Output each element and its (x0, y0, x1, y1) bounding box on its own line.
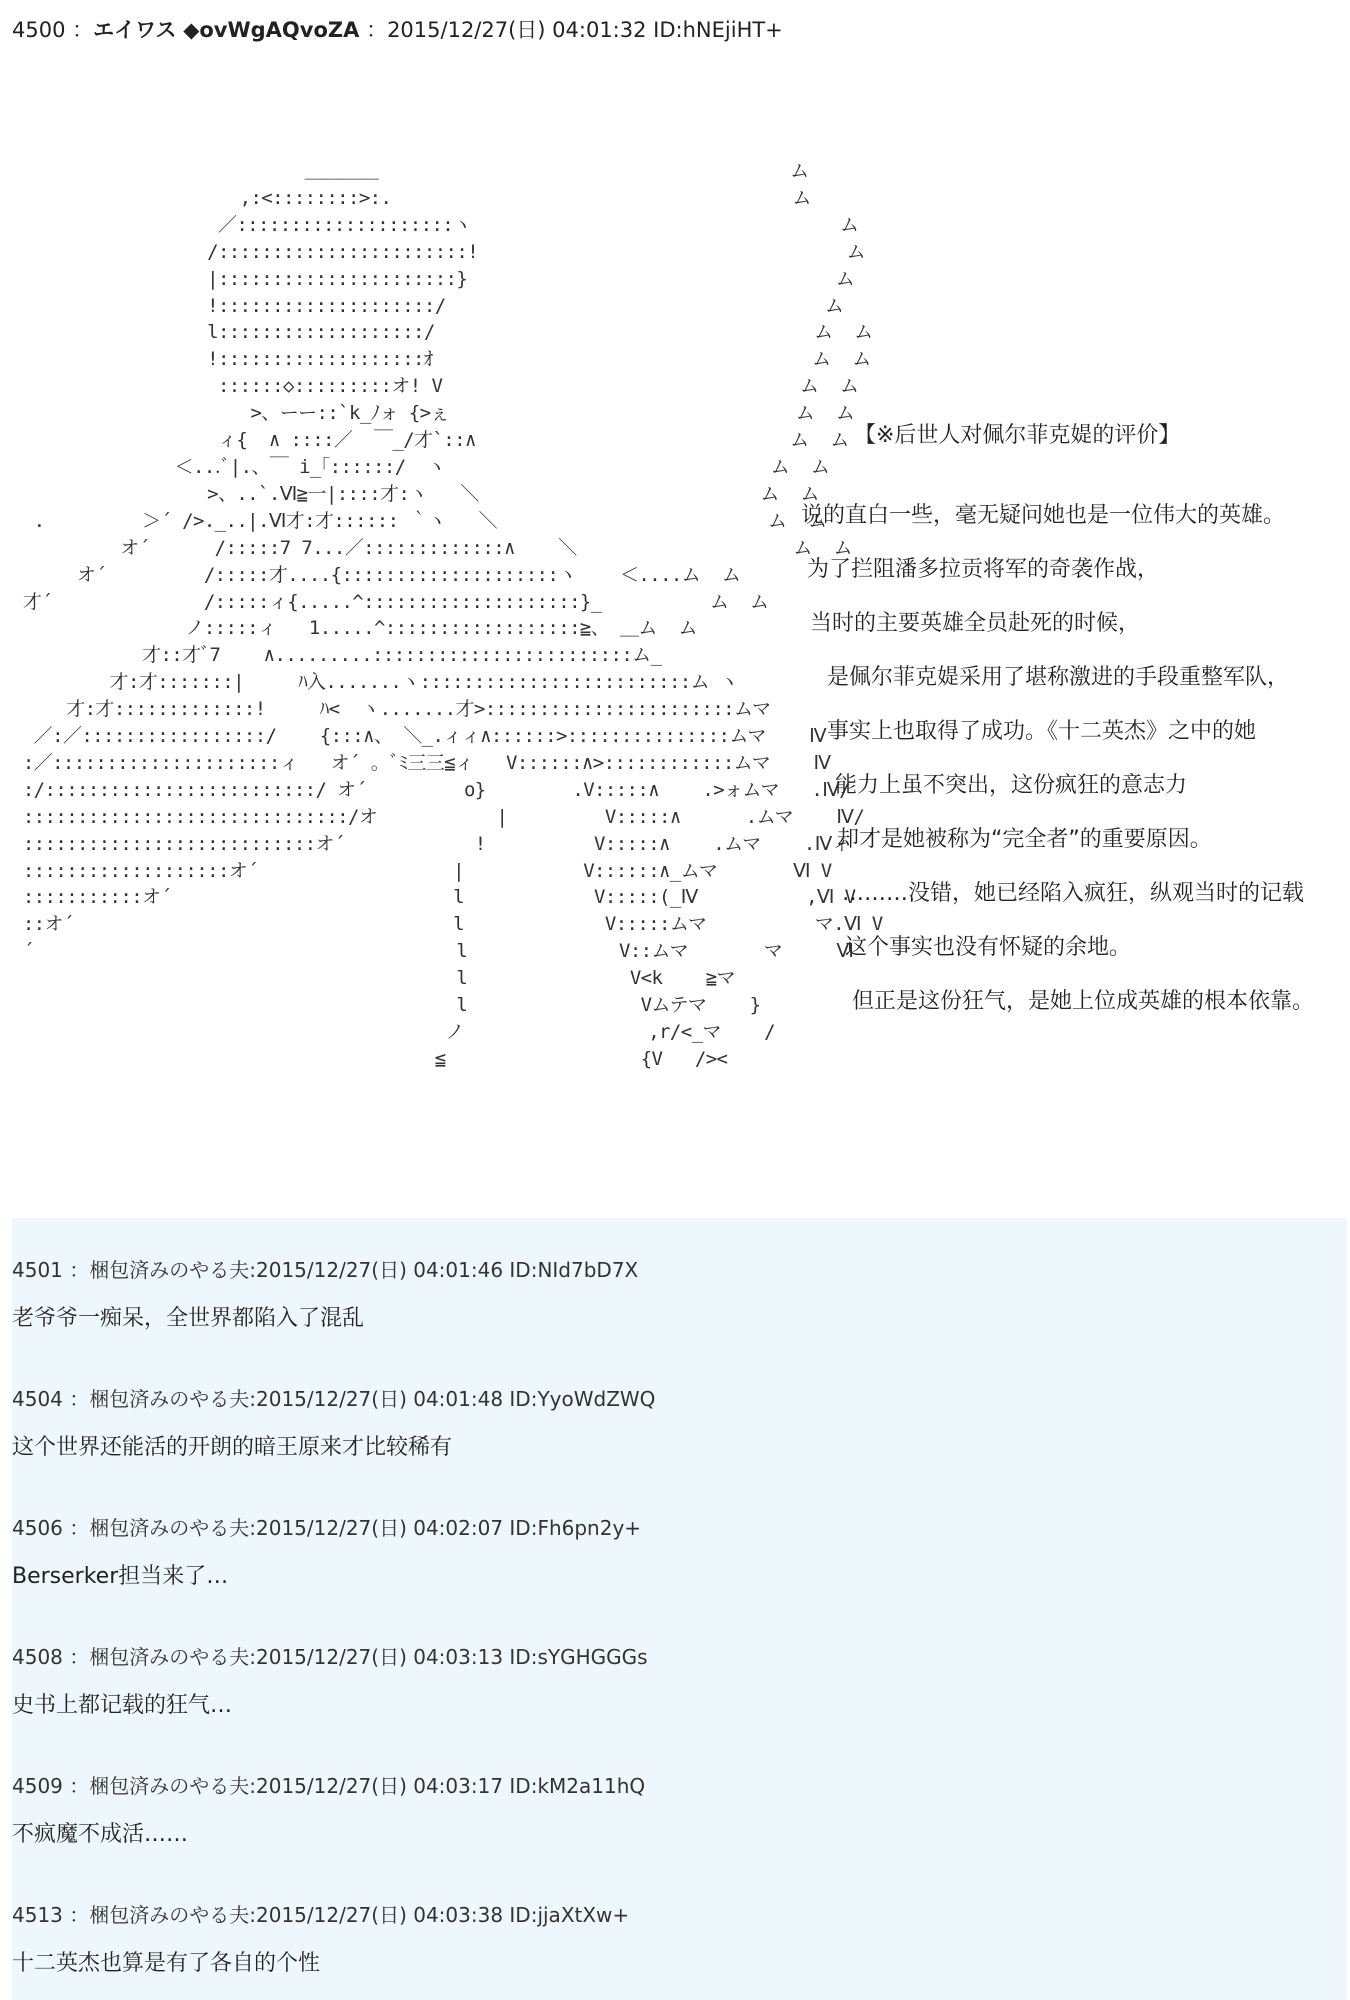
reply-text: 这个世界还能活的开朗的暗王原来才比较稀有 (12, 1435, 453, 1460)
narration-line: 能力上虽不突出，这份疯狂的意志力 (835, 773, 1188, 798)
reply-text: 十二英杰也算是有了各自的个性 (12, 1951, 321, 1976)
narration-line: 是佩尔菲克媞采用了堪称激进的手段重整军队， (827, 665, 1290, 690)
reply-text: 老爷爷一痴呆，全世界都陷入了混乱 (12, 1306, 365, 1331)
reply-text: 不疯魔不成活…… (12, 1822, 189, 1847)
reply-list (12, 1218, 1347, 2000)
reply-item (12, 1254, 1312, 1332)
ascii-art-area (12, 50, 1347, 1218)
reply-item (12, 1383, 1312, 1461)
post-date: 2015/12/27(日) 04:01:32 (387, 18, 647, 42)
reply-text: Berserker担当来了… (12, 1564, 229, 1589)
reply-item (12, 1512, 1312, 1590)
narration-line: 事实上也取得了成功。《十二英杰》之中的她 (827, 719, 1257, 744)
narration-line: 这个事实也没有怀疑的余地。 (845, 935, 1132, 960)
narration-line: 说的直白一些，毫无疑问她也是一位伟大的英雄。 (801, 503, 1286, 528)
ascii-art-figure: ＿＿＿＿ ム ,:<::::::::>:. ム ／::::::::::::::::::::ヽ ム /:::::::::::::::::::::::! ム |::::::::::::::::::::::} ム !::::::::::::::::::::/ ム l:::::::::::::::::::/ ム ム !:::::::::::::::::::ｵ ム ム ::::::◇:::::::::オ! V ム ム >、ーー::`k_ﾉォ {>ぇ ム ム ィ{ ∧ ::::／ ￣_/才`::∧ ム ム ＜...ﾞ|.、￣ i_｢::::::/ ヽ ム ム >、..`.Ⅵ≧一|::::才:ヽ ＼ ム ム . ＞´ />._..|.Ⅵ才:才:::::: ｀ヽ ＼ ム ム オ´ /:::::7 7...／:::::::::::::∧ ＼ ム ム オ´ /:::::才....{::::::::::::::::::::ヽ ＜....ム ム 才´ /:::::ィ{.....^::::::::::::::::::::}_ ム ム ノ:::::ィ 1.....^::::::::::::::::::≧、 ＿ム ム 才::才ﾞ7 ∧.........::::::::::::::::::::::::ム_ 才:才:::::::| ﾊ入.......ヽ:::::::::::::::::::::::::ム ヽ 才:才:::::::::::::! ﾊ< ヽ.......才>:::::::::::::::::::::::ムマ ／:／:::::::::::::::::/ {:::∧、 ＼_.ィィ∧::::::>:::::::::::::::ムマ Ⅳ :／:::::::::::::::::::::ィ オ´ 。ﾞﾐ三三≦ィ V::::::∧>::::::::::::ムマ Ⅳ :/:::::::::::::::::::::::::/ オ´ o} .V:::::∧ .>ォムマ .Ⅳ/ ::::::::::::::::::::::::::::::/オ | V:::::∧ .ムマ Ⅳ/ :::::::::::::::::::::::::::オ´ ! V:::::∧ .ムマ .Ⅳィ :::::::::::::::::::オ´ | V::::::∧_ムマ Ⅵ V :::::::::::オ´ l V:::::(_Ⅳ ,Ⅵ V ::オ´ l V:::::ムマ マ.Ⅵ V ´ l V::ムマ マ Ⅵ l V<k ≧マ l Vムテマ } ノ ,r/<_マ / ≦ {V />< (22, 160, 883, 1070)
reply-text: 史书上都记载的狂气… (12, 1693, 233, 1718)
reply-item (12, 1641, 1312, 1719)
reply-item (12, 1770, 1312, 1848)
narration-line: 为了拦阻潘多拉贡将军的奇袭作战， (807, 557, 1160, 582)
reply-meta: 4509 ：梱包済みのやる夫:2015/12/27(日) 04:03:17 ID:kM2a11hQ (12, 1774, 646, 1798)
post-header: 4500 ：エイワス ◆ovWgAQvoZA ：2015/12/27(日) 04:01:32 ID:hNEjiHT+ (12, 18, 783, 42)
narration-line: 但正是这份狂气，是她上位成英雄的根本依靠。 (852, 989, 1315, 1014)
narration-line: ………没错，她已经陷入疯狂，纵观当时的记载 (842, 881, 1305, 906)
poster-name: エイワス (93, 18, 177, 42)
poster-trip: ◆ovWgAQvoZA (183, 18, 360, 42)
reply-meta: 4513 ：梱包済みのやる夫:2015/12/27(日) 04:03:38 ID:jjaXtXw+ (12, 1903, 630, 1927)
narration-title: 【※后世人对佩尔菲克媞的评价】 (854, 423, 1181, 448)
post-id: ID:hNEjiHT+ (653, 18, 783, 42)
reply-meta: 4506 ：梱包済みのやる夫:2015/12/27(日) 04:02:07 ID:Fh6pn2y+ (12, 1516, 642, 1540)
narration-line: 却才是她被称为“完全者”的重要原因。 (837, 827, 1212, 852)
narration-line: 当时的主要英雄全员赴死的时候， (810, 611, 1141, 636)
reply-meta: 4504 ：梱包済みのやる夫:2015/12/27(日) 04:01:48 ID:YyoWdZWQ (12, 1387, 656, 1411)
reply-meta: 4508 ：梱包済みのやる夫:2015/12/27(日) 04:03:13 ID:sYGHGGGs (12, 1645, 648, 1669)
post-number: 4500 (12, 18, 66, 42)
reply-item (12, 1899, 1312, 1977)
reply-meta: 4501 ：梱包済みのやる夫:2015/12/27(日) 04:01:46 ID:NId7bD7X (12, 1258, 639, 1282)
